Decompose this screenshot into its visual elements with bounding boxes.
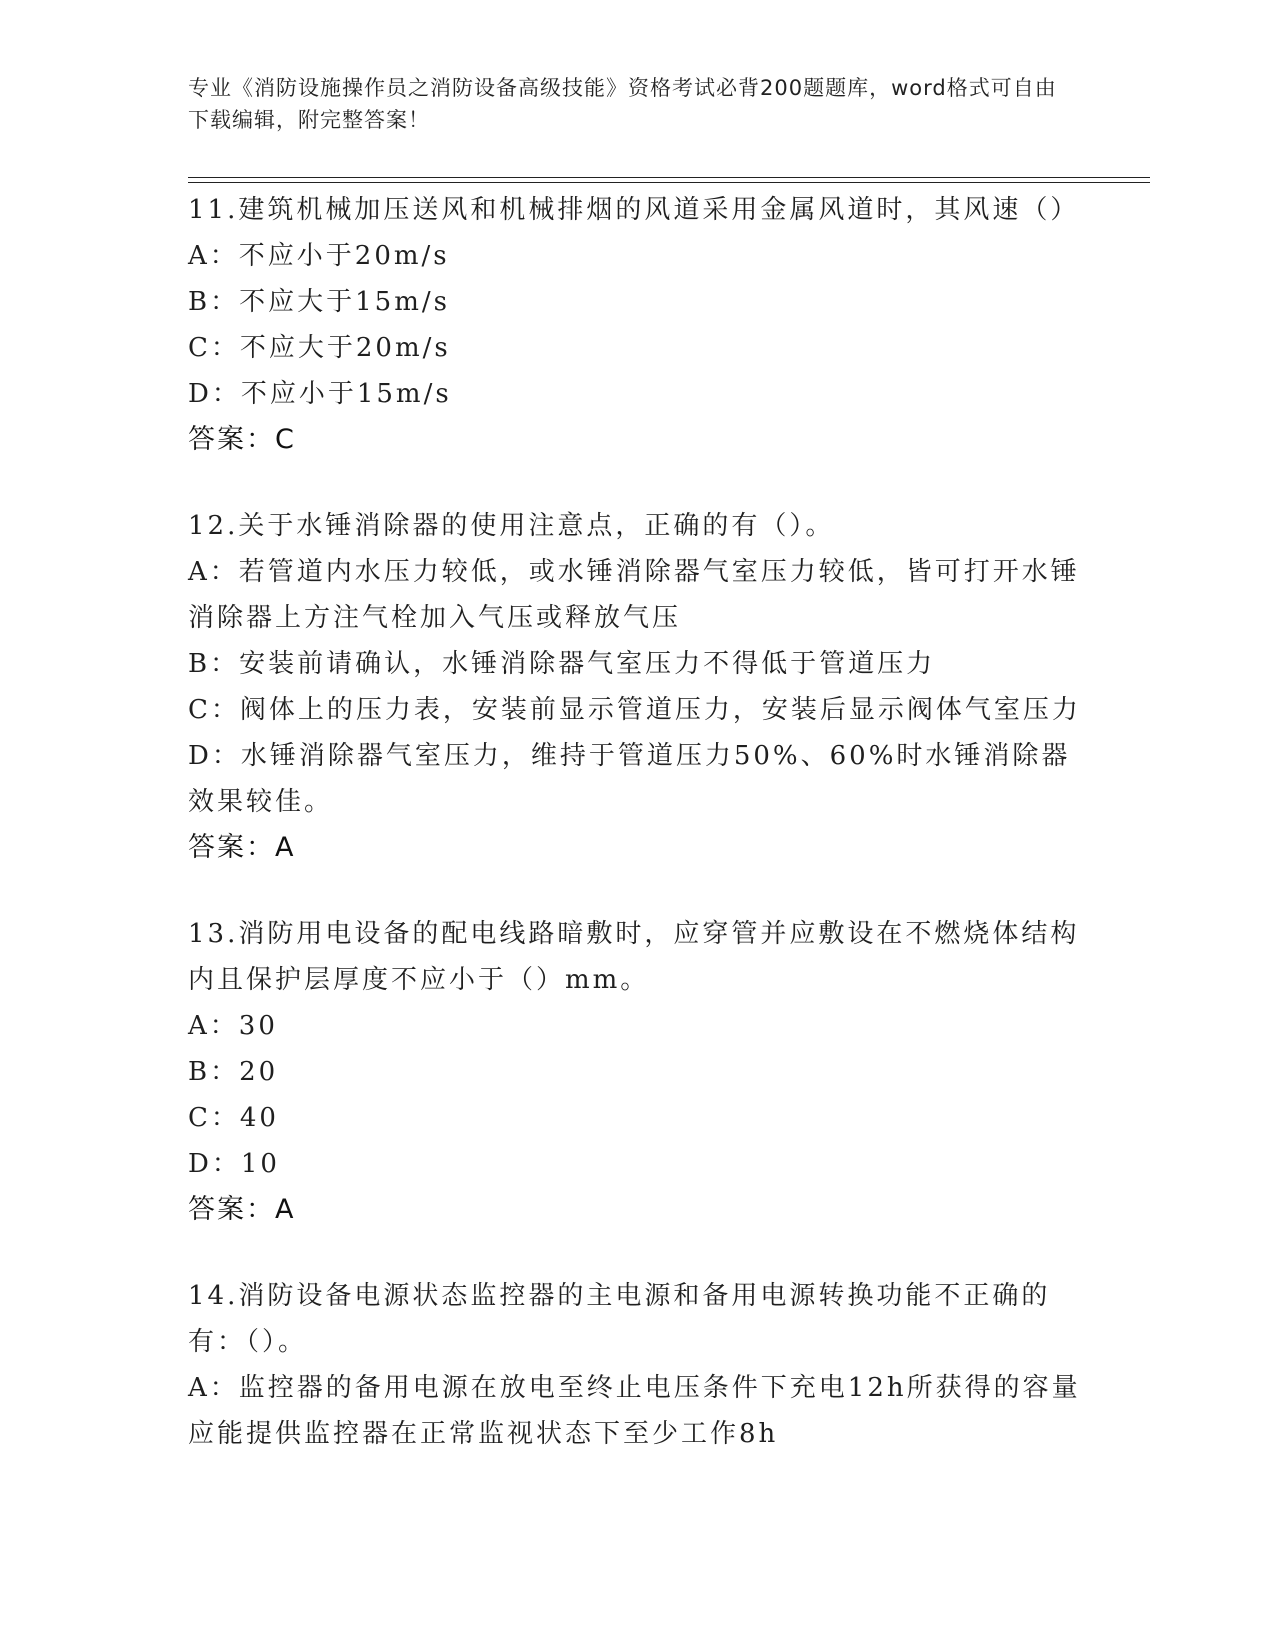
option-c: C：40 — [188, 1103, 279, 1133]
option-a: A：监控器的备用电源在放电至终止电压条件下充电12h所获得的容量应能提供监控器在正常监视状态下至少工作8h — [188, 1373, 1081, 1449]
option-b: B：安装前请确认，水锤消除器气室压力不得低于管道压力 — [188, 649, 936, 679]
question-12 — [188, 503, 1088, 871]
header-divider-bottom — [188, 182, 1150, 183]
option-c: C：阀体上的压力表，安装前显示管道压力，安装后显示阀体气室压力 — [188, 695, 1081, 725]
question-11 — [188, 187, 1088, 463]
option-c: C：不应大于20m/s — [188, 333, 451, 363]
question-list — [188, 187, 1088, 1457]
option-d: D：水锤消除器气室压力，维持于管道压力50%、60%时水锤消除器效果较佳。 — [188, 741, 1071, 817]
question-stem: 13.消防用电设备的配电线路暗敷时，应穿管并应敷设在不燃烧体结构内且保护层厚度不应小于（）mm。 — [188, 919, 1080, 995]
header-divider-top — [188, 177, 1150, 178]
answer-label: 答案：C — [188, 424, 296, 455]
question-stem: 12.关于水锤消除器的使用注意点，正确的有（）。 — [188, 511, 835, 541]
document-header: 专业《消防设施操作员之消防设备高级技能》资格考试必背200题题库，word格式可自由下载编辑，附完整答案！ — [188, 76, 1057, 132]
question-14 — [188, 1273, 1088, 1457]
question-stem: 14.消防设备电源状态监控器的主电源和备用电源转换功能不正确的有：（）。 — [188, 1281, 1051, 1357]
answer-label: 答案：A — [188, 1194, 296, 1225]
option-b: B：不应大于15m/s — [188, 287, 450, 317]
option-d: D：不应小于15m/s — [188, 379, 452, 409]
option-a: A：若管道内水压力较低，或水锤消除器气室压力较低，皆可打开水锤消除器上方注气栓加入气压或释放气压 — [188, 557, 1080, 633]
answer-label: 答案：A — [188, 832, 296, 863]
option-a: A：30 — [188, 1011, 278, 1041]
option-d: D：10 — [188, 1149, 280, 1179]
option-a: A：不应小于20m/s — [188, 241, 450, 271]
question-stem: 11.建筑机械加压送风和机械排烟的风道采用金属风道时，其风速（） — [188, 195, 1080, 225]
question-13 — [188, 911, 1088, 1233]
option-b: B：20 — [188, 1057, 279, 1087]
